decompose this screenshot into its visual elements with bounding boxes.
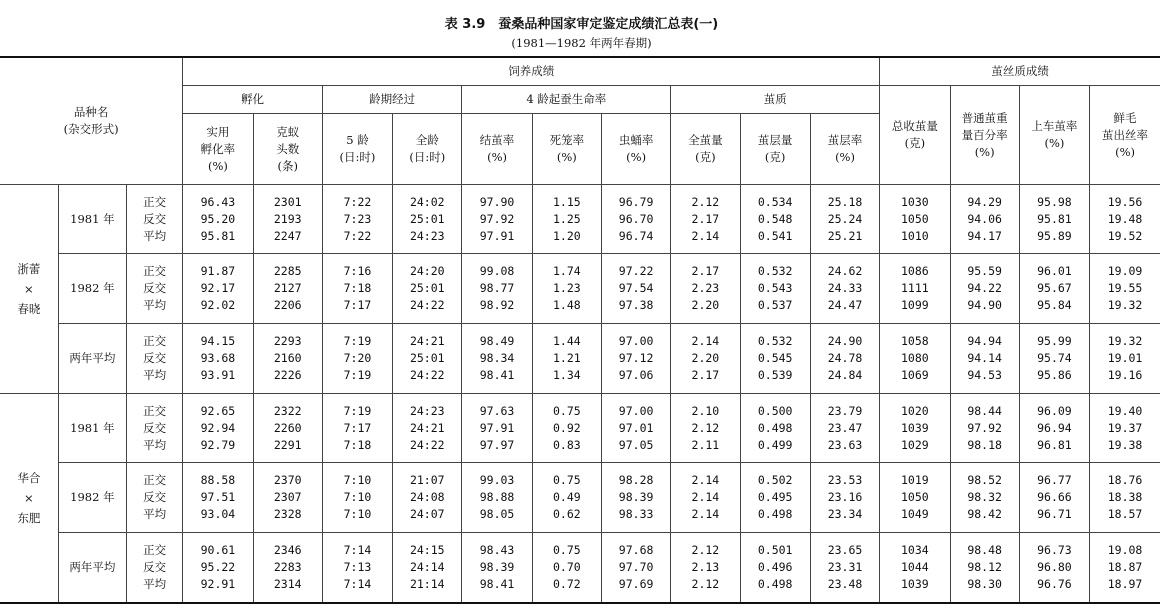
data-cell: 2346 2283 2314 [253, 533, 322, 603]
data-cell: 91.87 92.17 92.02 [183, 254, 253, 324]
year-cell: 1982 年 [58, 254, 126, 324]
header-total-yield: 总收茧量 (克) [880, 86, 950, 185]
variety-cell: 华合 × 东肥 [0, 394, 58, 603]
data-cell: 0.75 0.70 0.72 [532, 533, 601, 603]
data-cell: 25.18 25.24 25.21 [810, 185, 879, 254]
data-cell: 88.58 97.51 93.04 [183, 463, 253, 533]
data-cell: 98.52 98.32 98.42 [950, 463, 1019, 533]
data-cell: 97.63 97.91 97.97 [462, 394, 532, 463]
data-cell: 97.90 97.92 97.91 [462, 185, 532, 254]
data-cell: 97.68 97.70 97.69 [601, 533, 670, 603]
data-cell: 21:07 24:08 24:07 [393, 463, 462, 533]
data-cell: 94.29 94.06 94.17 [950, 185, 1019, 254]
data-cell: 19.40 19.37 19.38 [1090, 394, 1160, 463]
header-variety-line1: 品种名 [73, 105, 109, 119]
data-cell: 98.48 98.12 98.30 [950, 533, 1019, 603]
data-cell: 0.75 0.49 0.62 [532, 463, 601, 533]
data-cell: 19.32 19.01 19.16 [1090, 324, 1160, 394]
data-cell: 97.00 97.12 97.06 [601, 324, 670, 394]
row-labels: 正交 反交 平均 [127, 254, 183, 324]
row-labels: 正交 反交 平均 [127, 463, 183, 533]
row-labels: 正交 反交 平均 [127, 533, 183, 603]
data-cell: 1020 1039 1029 [880, 394, 950, 463]
year-cell: 1982 年 [58, 463, 126, 533]
data-cell: 24.62 24.33 24.47 [810, 254, 879, 324]
data-cell: 1034 1044 1039 [880, 533, 950, 603]
data-cell: 2.12 2.13 2.12 [671, 533, 740, 603]
row-labels: 正交 反交 平均 [127, 394, 183, 463]
data-cell: 23.79 23.47 23.63 [810, 394, 879, 463]
data-cell: 7:19 7:20 7:19 [322, 324, 392, 394]
header-cocoon-weight: 全茧量 (克) [671, 114, 740, 185]
year-cell: 两年平均 [58, 324, 126, 394]
data-cell: 0.501 0.496 0.498 [740, 533, 810, 603]
header-dead-pupa-rate: 死笼率 (%) [532, 114, 601, 185]
data-cell: 24:15 24:14 21:14 [393, 533, 462, 603]
data-cell: 1019 1050 1049 [880, 463, 950, 533]
data-cell: 19.56 19.48 19.52 [1090, 185, 1160, 254]
data-cell: 97.22 97.54 97.38 [601, 254, 670, 324]
data-cell: 2370 2307 2328 [253, 463, 322, 533]
data-cell: 0.502 0.495 0.498 [740, 463, 810, 533]
variety-cell: 浙蕾 × 春晓 [0, 185, 58, 394]
data-cell: 99.08 98.77 98.92 [462, 254, 532, 324]
data-cell: 95.98 95.81 95.89 [1019, 185, 1089, 254]
data-cell: 1058 1080 1069 [880, 324, 950, 394]
data-cell: 7:22 7:23 7:22 [322, 185, 392, 254]
header-fifth-instar: 5 龄 (日:时) [322, 114, 392, 185]
data-cell: 96.79 96.70 96.74 [601, 185, 670, 254]
data-cell: 19.08 18.87 18.97 [1090, 533, 1160, 603]
data-cell: 2.17 2.23 2.20 [671, 254, 740, 324]
data-cell: 19.09 19.55 19.32 [1090, 254, 1160, 324]
data-cell: 96.73 96.80 96.76 [1019, 533, 1089, 603]
data-cell: 2.10 2.12 2.11 [671, 394, 740, 463]
data-cell: 7:10 7:10 7:10 [322, 463, 392, 533]
header-full-instar: 全龄 (日:时) [393, 114, 462, 185]
data-cell: 24:23 24:21 24:22 [393, 394, 462, 463]
data-cell: 0.532 0.545 0.539 [740, 324, 810, 394]
data-cell: 1.74 1.23 1.48 [532, 254, 601, 324]
data-cell: 99.03 98.88 98.05 [462, 463, 532, 533]
data-cell: 1.15 1.25 1.20 [532, 185, 601, 254]
year-cell: 1981 年 [58, 185, 126, 254]
data-cell: 96.01 95.67 95.84 [1019, 254, 1089, 324]
data-cell: 97.00 97.01 97.05 [601, 394, 670, 463]
table-title: 表 3.9 蚕桑品种国家审定鉴定成绩汇总表(一) [444, 17, 719, 32]
row-labels: 正交 反交 平均 [127, 185, 183, 254]
header-normal-weight-pct: 普通茧重 量百分率 (%) [950, 86, 1019, 185]
data-cell: 2285 2127 2206 [253, 254, 322, 324]
data-cell: 92.65 92.94 92.79 [183, 394, 253, 463]
data-cell: 24.90 24.78 24.84 [810, 324, 879, 394]
data-cell: 24:02 25:01 24:23 [393, 185, 462, 254]
data-cell: 7:14 7:13 7:14 [322, 533, 392, 603]
data-cell: 96.09 96.94 96.81 [1019, 394, 1089, 463]
data-cell: 95.59 94.22 94.90 [950, 254, 1019, 324]
data-cell: 2301 2193 2247 [253, 185, 322, 254]
data-cell: 1.44 1.21 1.34 [532, 324, 601, 394]
data-cell: 96.43 95.20 95.81 [183, 185, 253, 254]
data-cell: 24:21 25:01 24:22 [393, 324, 462, 394]
row-labels: 正交 反交 平均 [127, 324, 183, 394]
data-cell: 96.77 96.66 96.71 [1019, 463, 1089, 533]
year-cell: 两年平均 [58, 533, 126, 603]
header-shell-weight: 茧层量 (克) [740, 114, 810, 185]
data-cell: 94.15 93.68 93.91 [183, 324, 253, 394]
data-cell: 98.28 98.39 98.33 [601, 463, 670, 533]
data-cell: 90.61 95.22 92.91 [183, 533, 253, 603]
header-cocoon-group: 茧质 [671, 86, 880, 114]
data-cell: 2322 2260 2291 [253, 394, 322, 463]
data-cell: 98.44 97.92 98.18 [950, 394, 1019, 463]
data-cell: 7:19 7:17 7:18 [322, 394, 392, 463]
data-cell: 2.14 2.14 2.14 [671, 463, 740, 533]
data-cell: 98.49 98.34 98.41 [462, 324, 532, 394]
header-variety-line2: (杂交形式) [63, 122, 119, 136]
data-cell: 23.53 23.16 23.34 [810, 463, 879, 533]
data-cell: 23.65 23.31 23.48 [810, 533, 879, 603]
data-cell: 1086 1111 1099 [880, 254, 950, 324]
year-cell: 1981 年 [58, 394, 126, 463]
data-cell: 2.14 2.20 2.17 [671, 324, 740, 394]
data-cell: 7:16 7:18 7:17 [322, 254, 392, 324]
data-cell: 0.534 0.548 0.541 [740, 185, 810, 254]
data-cell: 1030 1050 1010 [880, 185, 950, 254]
data-cell: 2.12 2.17 2.14 [671, 185, 740, 254]
header-survival-group: 4 龄起蚕生命率 [462, 86, 671, 114]
header-variety [0, 57, 183, 185]
data-cell: 0.532 0.543 0.537 [740, 254, 810, 324]
header-silk-group: 茧丝质成绩 [880, 57, 1160, 86]
header-feeding-group: 饲养成绩 [183, 57, 880, 86]
data-cell: 94.94 94.14 94.53 [950, 324, 1019, 394]
data-cell: 18.76 18.38 18.57 [1090, 463, 1160, 533]
results-table [0, 56, 1160, 604]
header-raw-silk-rate: 鲜毛 茧出丝率 (%) [1090, 86, 1160, 185]
header-cocooning-rate: 结茧率 (%) [462, 114, 532, 185]
data-cell: 95.99 95.74 95.86 [1019, 324, 1089, 394]
header-instar-group: 龄期经过 [322, 86, 462, 114]
table-subtitle: (1981—1982 年两年春期) [511, 36, 652, 50]
data-cell: 2293 2160 2226 [253, 324, 322, 394]
header-reeling-rate: 上车茧率 (%) [1019, 86, 1089, 185]
header-larvae-per-gram: 克蚁 头数 (条) [253, 114, 322, 185]
data-cell: 24:20 25:01 24:22 [393, 254, 462, 324]
data-cell: 0.75 0.92 0.83 [532, 394, 601, 463]
header-shell-rate: 茧层率 (%) [810, 114, 879, 185]
header-hatch-rate: 实用 孵化率 (%) [183, 114, 253, 185]
header-pupation-rate: 虫蛹率 (%) [601, 114, 670, 185]
data-cell: 0.500 0.498 0.499 [740, 394, 810, 463]
header-hatch-group: 孵化 [183, 86, 323, 114]
data-cell: 98.43 98.39 98.41 [462, 533, 532, 603]
